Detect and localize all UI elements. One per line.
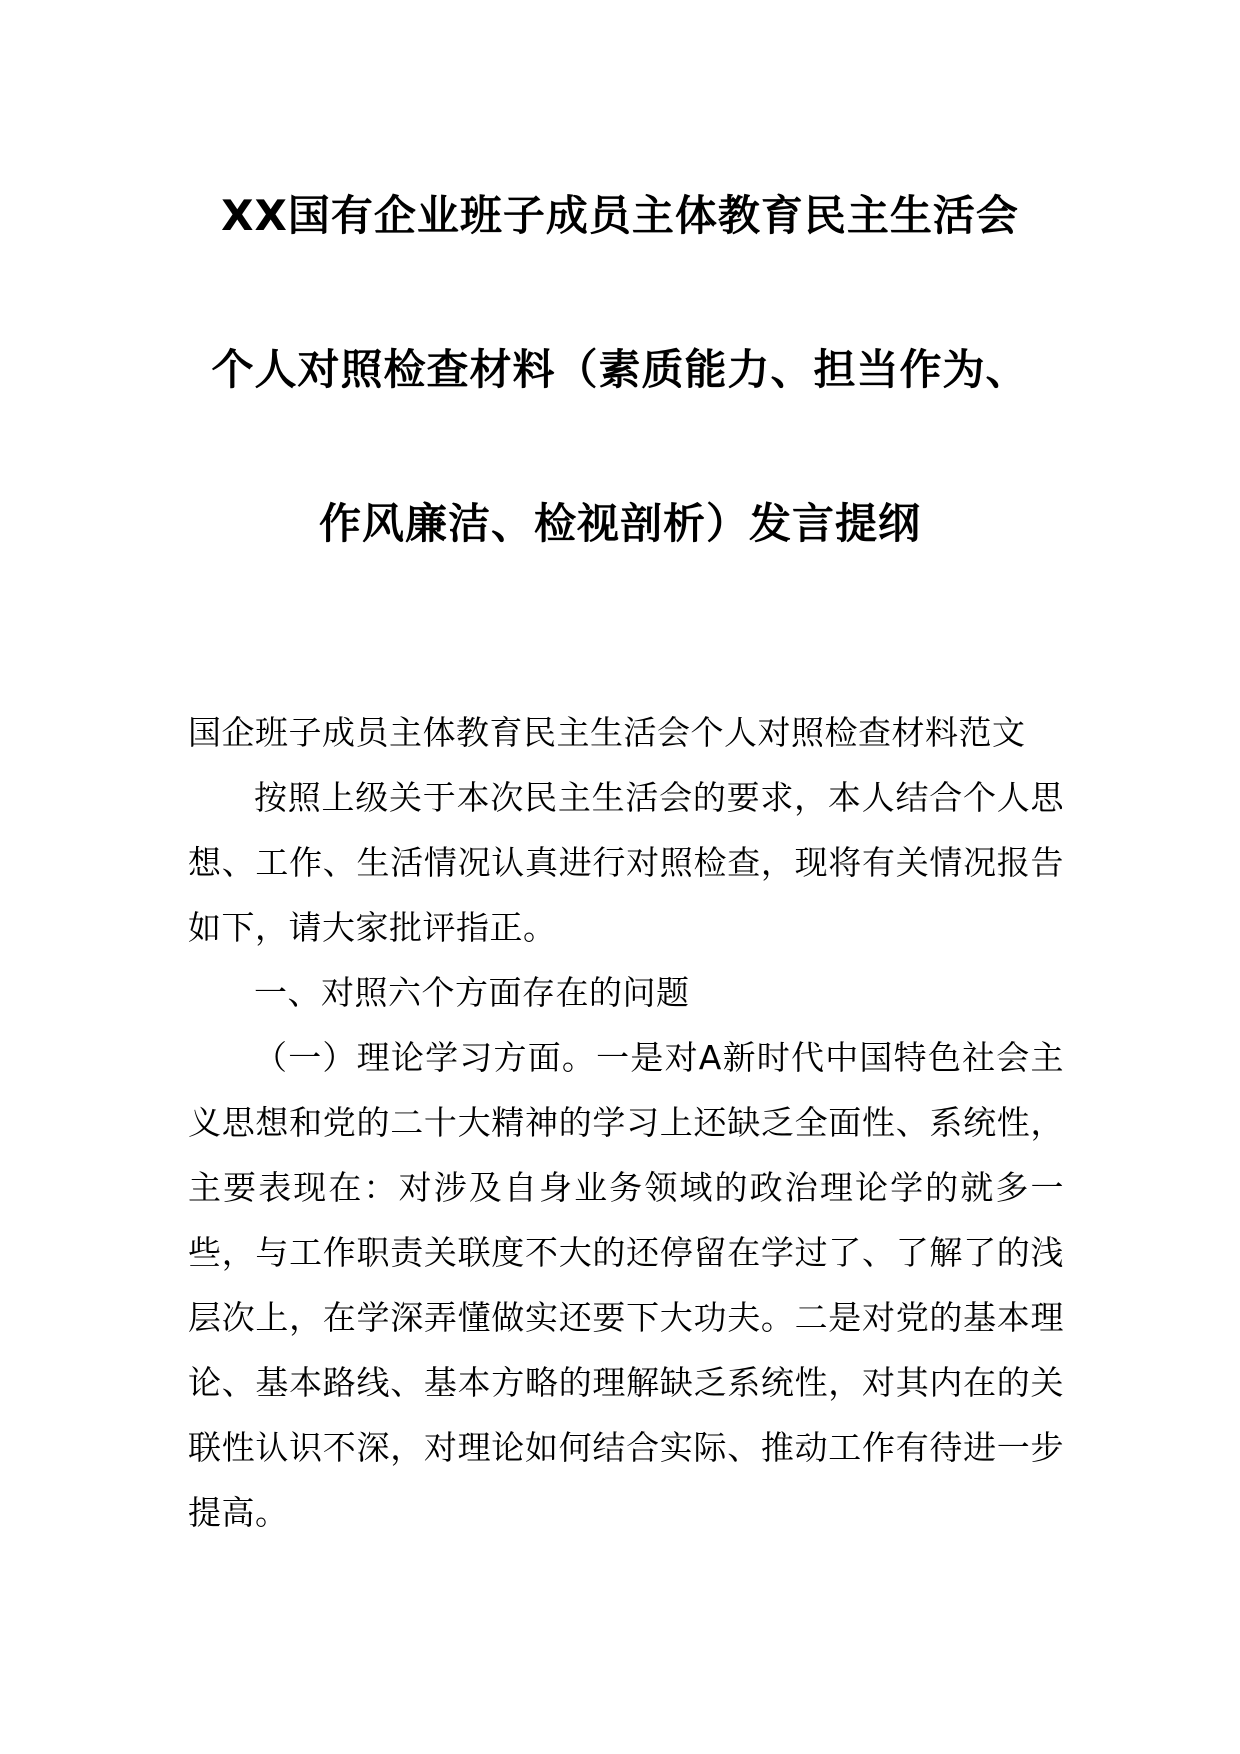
title-line-1: XX国有企业班子成员主体教育民主生活会	[221, 191, 1019, 240]
title-line-2: 个人对照检查材料（素质能力、担当作为、	[211, 345, 1029, 394]
title-line-3: 作风廉洁、检视剖析）发言提纲	[318, 499, 921, 548]
paragraph-theory-study: （一）理论学习方面。一是对A新时代中国特色社会主义思想和党的二十大精神的学习上还缺乏全面性、系统性，主要表现在：对涉及自身业务领域的政治理论学的就多一些，与工作职责关联度不大的还停留在学过了、了解了的浅层次上，在学深弄懂做实还要下大功夫。二是对党的基本理论、基本路线、基本方略的理解缺乏系统性，对其内在的关联性认识不深，对理论如何结合实际、推动工作有待进一步提高。	[188, 1038, 1064, 1532]
section-heading: 一、对照六个方面存在的问题	[254, 973, 690, 1012]
document-title	[150, 190, 1090, 550]
paragraph-intro: 按照上级关于本次民主生活会的要求，本人结合个人思想、工作、生活情况认真进行对照检查，现将有关情况报告如下，请大家批评指正。	[188, 778, 1064, 947]
document-body	[188, 700, 1064, 1545]
document-subtitle: 国企班子成员主体教育民主生活会个人对照检查材料范文	[188, 713, 1026, 752]
